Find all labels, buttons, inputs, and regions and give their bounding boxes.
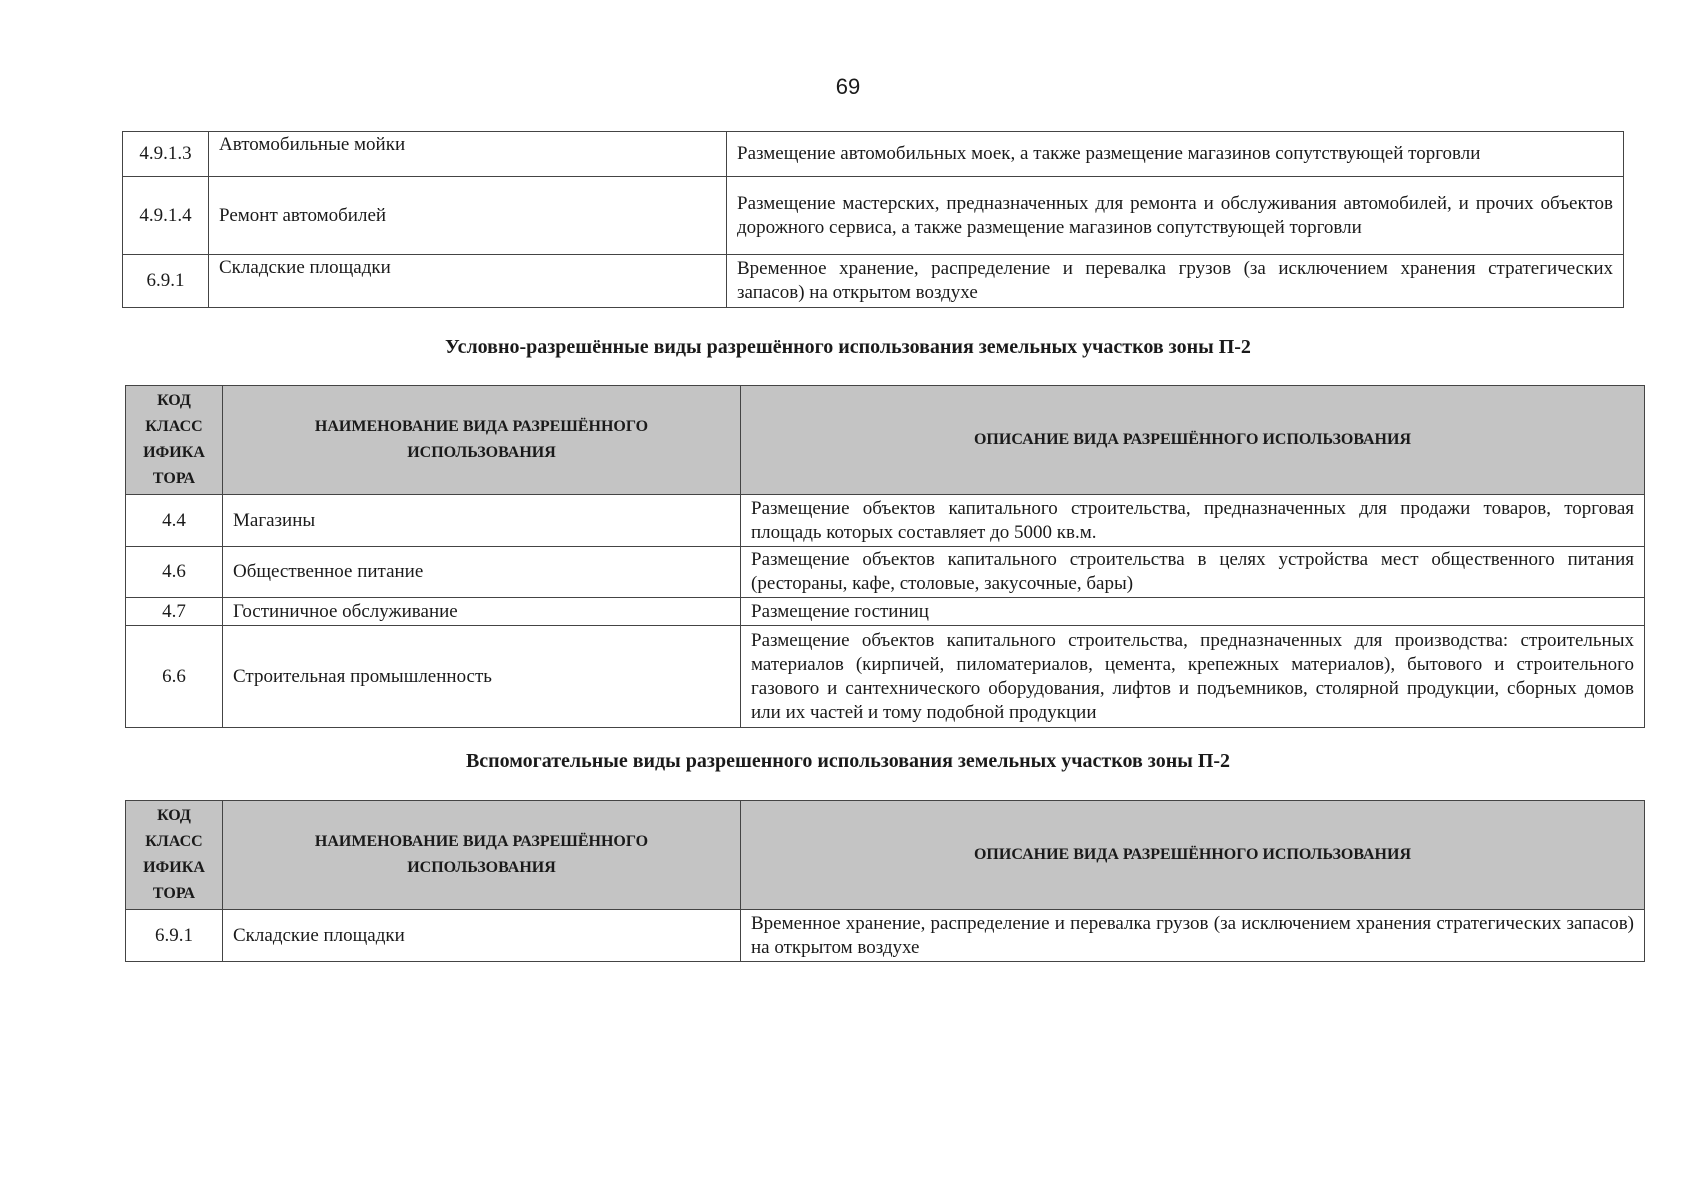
- code-cell: 6.6: [126, 626, 223, 728]
- description-cell: Размещение гостиниц: [741, 598, 1645, 626]
- table-row: [126, 495, 1645, 547]
- table-row: [126, 910, 1645, 962]
- table-row: [126, 598, 1645, 626]
- name-cell: Складские площадки: [223, 910, 741, 962]
- section-title-conditional: Условно-разрешённые виды разрешённого использования земельных участков зоны П-2: [445, 336, 1251, 358]
- table-row: [126, 626, 1645, 728]
- description-cell: Размещение объектов капитального строительства, предназначенных для производства: строительных материалов (кирпичей, пиломатериалов, цемента, крепежных материалов), бытового и строительного газового и сантехнического оборудования, лифтов и подъемников, столярной продукции, сборных домов или их частей и тому подобной продукции: [741, 626, 1645, 728]
- code-cell: 4.9.1.4: [123, 177, 209, 255]
- header-code: КОД КЛАСС ИФИКА ТОРА: [126, 801, 223, 910]
- table-row: [126, 547, 1645, 598]
- table-row: [123, 177, 1624, 255]
- code-cell: 4.9.1.3: [123, 132, 209, 177]
- page-number: 69: [835, 74, 861, 99]
- name-cell: Автомобильные мойки: [209, 132, 727, 177]
- conditional-uses-table: [125, 385, 1645, 728]
- description-cell: Размещение объектов капитального строительства в целях устройства мест общественного питания (рестораны, кафе, столовые, закусочные, бары): [741, 547, 1645, 598]
- name-cell: Строительная промышленность: [223, 626, 741, 728]
- name-cell: Складские площадки: [209, 255, 727, 308]
- header-description: ОПИСАНИЕ ВИДА РАЗРЕШЁННОГО ИСПОЛЬЗОВАНИЯ: [741, 386, 1645, 495]
- code-cell: 6.9.1: [126, 910, 223, 962]
- code-cell: 4.6: [126, 547, 223, 598]
- table-header-row: [126, 386, 1645, 495]
- header-code: КОД КЛАСС ИФИКА ТОРА: [126, 386, 223, 495]
- header-name: НАИМЕНОВАНИЕ ВИДА РАЗРЕШЁННОГО ИСПОЛЬЗОВАНИЯ: [223, 801, 741, 910]
- description-cell: Временное хранение, распределение и перевалка грузов (за исключением хранения стратегических запасов) на открытом воздухе: [727, 255, 1624, 308]
- auxiliary-uses-table: [125, 800, 1645, 962]
- table-header-row: [126, 801, 1645, 910]
- description-cell: Размещение мастерских, предназначенных для ремонта и обслуживания автомобилей, и прочих объектов дорожного сервиса, а также размещение магазинов сопутствующей торговли: [727, 177, 1624, 255]
- name-cell: Ремонт автомобилей: [209, 177, 727, 255]
- code-cell: 6.9.1: [123, 255, 209, 308]
- header-description: ОПИСАНИЕ ВИДА РАЗРЕШЁННОГО ИСПОЛЬЗОВАНИЯ: [741, 801, 1645, 910]
- top-table: [122, 131, 1624, 308]
- description-cell: Временное хранение, распределение и перевалка грузов (за исключением хранения стратегических запасов) на открытом воздухе: [741, 910, 1645, 962]
- header-name: НАИМЕНОВАНИЕ ВИДА РАЗРЕШЁННОГО ИСПОЛЬЗОВАНИЯ: [223, 386, 741, 495]
- name-cell: Гостиничное обслуживание: [223, 598, 741, 626]
- code-cell: 4.7: [126, 598, 223, 626]
- table-row: [123, 255, 1624, 308]
- description-cell: Размещение объектов капитального строительства, предназначенных для продажи товаров, торговая площадь которых составляет до 5000 кв.м.: [741, 495, 1645, 547]
- name-cell: Общественное питание: [223, 547, 741, 598]
- description-cell: Размещение автомобильных моек, а также размещение магазинов сопутствующей торговли: [727, 132, 1624, 177]
- section-title-auxiliary: Вспомогательные виды разрешенного использования земельных участков зоны П-2: [465, 750, 1231, 772]
- table-row: [123, 132, 1624, 177]
- name-cell: Магазины: [223, 495, 741, 547]
- code-cell: 4.4: [126, 495, 223, 547]
